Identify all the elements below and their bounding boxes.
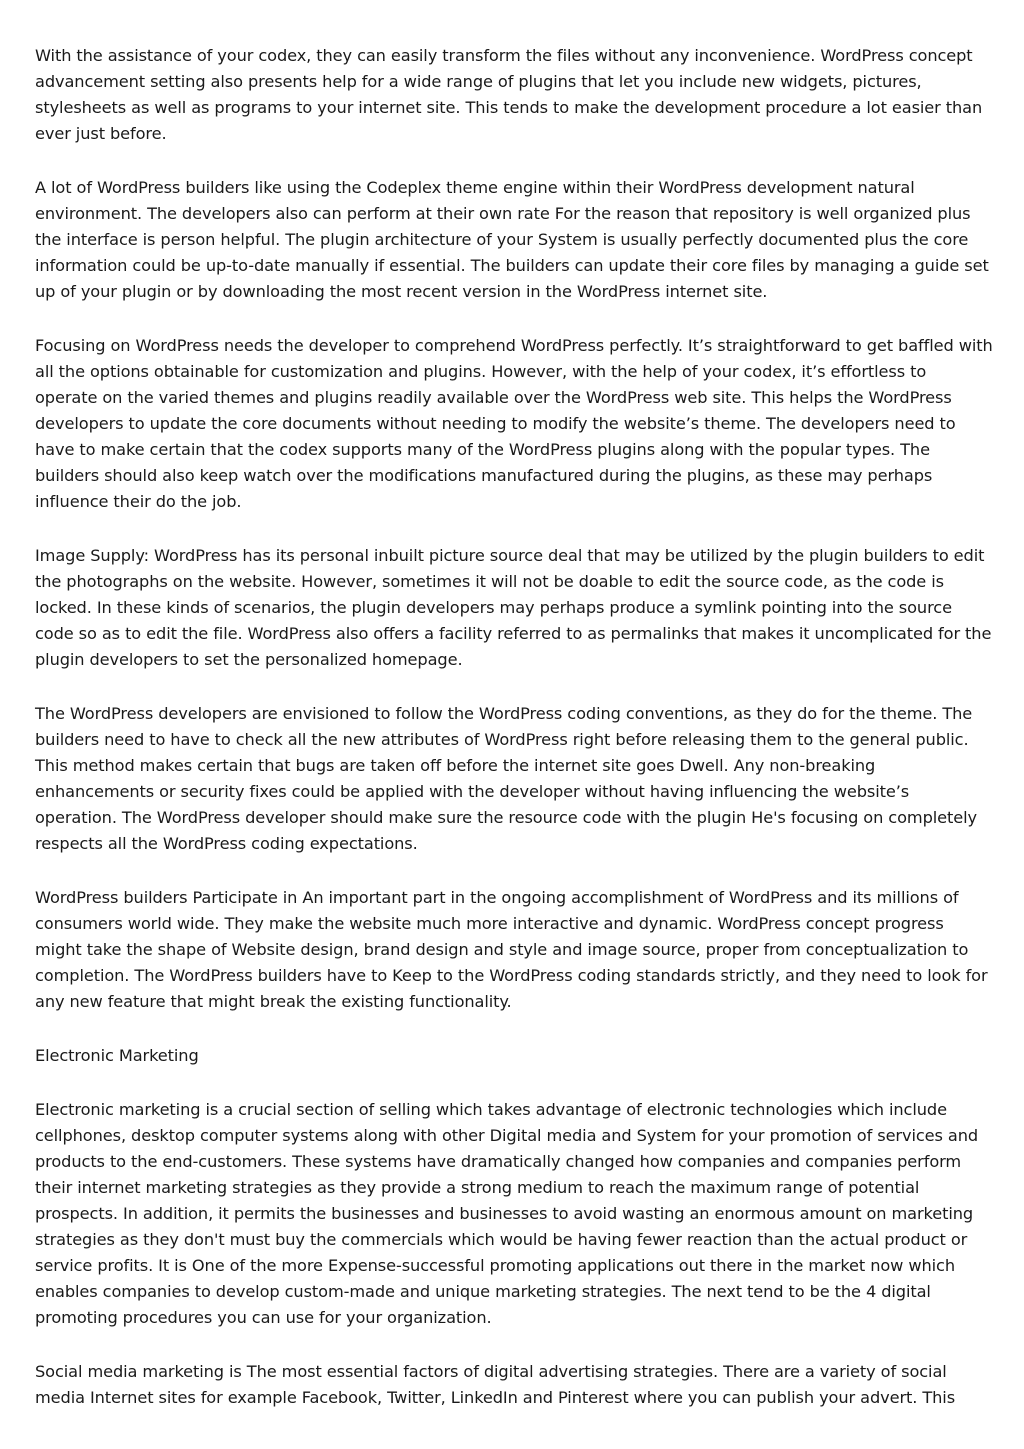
paragraph-electronic-marketing: Electronic marketing is a crucial section of selling which takes advantage of electronic technologies which include cellphones, desktop computer systems along with other Digital media and System for your promotion of services and products to the end-customers. These systems have dramatically changed how companies and companies perform their internet marketing strategies as they provide a strong medium to reach the maximum range of potential prospects. In addition, it permits the businesses and businesses to avoid wasting an enormous amount on marketing strategies as they don't must buy the commercials which would be having fewer reaction than the actual product or service profits. It is One of the more Expense-successful promoting applications out there in the market now which enables companies to develop custom-made and unique marketing strategies. The next tend to be the 4 digital promoting procedures you can use for your organization. <box>35 1100 979 1327</box>
paragraph-image-supply: Image Supply: WordPress has its personal inbuilt picture source deal that may be utilized by the plugin builders to edit the photographs on the website. However, sometimes it will not be doable to edit the source code, as the code is locked. In these kinds of scenarios, the plugin developers may perhaps produce a symlink pointing into the source code so as to edit the file. WordPress also offers a facility referred to as permalinks that makes it uncomplicated for the plugin developers to set the personalized homepage. <box>35 546 992 669</box>
paragraph-codeplex-engine: A lot of WordPress builders like using the Codeplex theme engine within their WordPress development natural environment. The developers also can perform at their own rate For the reason that repository is well organized plus the interface is person helpful. The plugin architecture of your System is usually perfectly documented plus the core information could be up-to-date manually if essential. The builders can update their core files by managing a guide set up of your plugin or by downloading the most recent version in the WordPress internet site. <box>35 178 989 301</box>
paragraph-coding-conventions: The WordPress developers are envisioned to follow the WordPress coding conventions, as they do for the theme. The builders need to have to check all the new attributes of WordPress right before releasing them to the general public. This method makes certain that bugs are taken off before the internet site goes Dwell. Any non-breaking enhancements or security fixes could be applied with the developer without having influencing the website’s operation. The WordPress developer should make sure the resource code with the plugin He's focusing on completely respects all the WordPress coding expectations. <box>35 704 977 853</box>
section-heading: Electronic Marketing <box>35 1046 199 1065</box>
paragraph-codex-transform: With the assistance of your codex, they can easily transform the files without any inconvenience. WordPress concept advancement setting also presents help for a wide range of plugins that let you include new widgets, pictures, stylesheets as well as programs to your internet site. This tends to make the development procedure a lot easier than ever just before. <box>35 46 983 143</box>
document-body <box>35 43 993 1439</box>
paragraph-social-media: Social media marketing is The most essential factors of digital advertising strategies. There are a variety of social media Internet sites for example Facebook, Twitter, LinkedIn and Pinterest where you can publish your advert. This <box>35 1362 956 1407</box>
paragraph-focusing-wordpress: Focusing on WordPress needs the developer to comprehend WordPress perfectly. It’s straightforward to get baffled with all the options obtainable for customization and plugins. However, with the help of your codex, it’s effortless to operate on the varied themes and plugins readily available over the WordPress web site. This helps the WordPress developers to update the core documents without needing to modify the website’s theme. The developers need to have to make certain that the codex supports many of the WordPress plugins along with the popular types. The builders should also keep watch over the modifications manufactured during the plugins, as these may perhaps influence their do the job. <box>35 336 993 511</box>
paragraph-wordpress-builders: WordPress builders Participate in An important part in the ongoing accomplishment of WordPress and its millions of consumers world wide. They make the website much more interactive and dynamic. WordPress concept progress might take the shape of Website design, brand design and style and image source, proper from conceptualization to completion. The WordPress builders have to Keep to the WordPress coding standards strictly, and they need to look for any new feature that might break the existing functionality. <box>35 888 988 1011</box>
